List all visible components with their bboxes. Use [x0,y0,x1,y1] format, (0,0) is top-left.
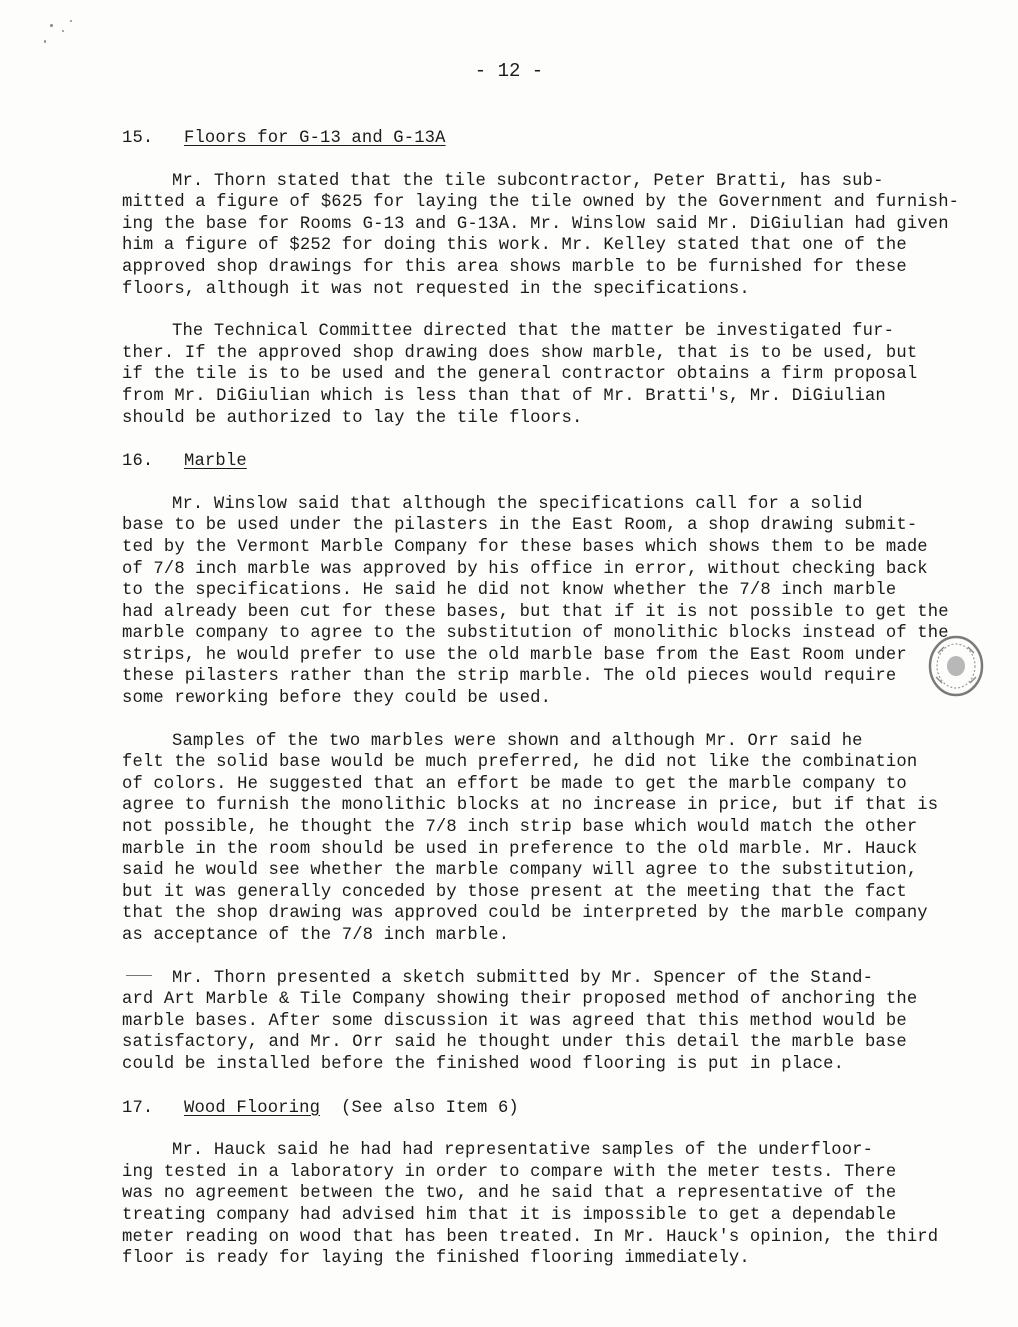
section-number: 17. [122,1098,154,1118]
section-number: 16. [122,452,154,472]
section-16 [122,451,949,1075]
paragraph [122,494,949,710]
corner-speck [50,24,53,27]
section-see-also: (See also Item 6) [340,1098,519,1118]
text-line: of 7/8 inch marble was approved by his office in error, without checking back [122,559,928,579]
text-line: Mr. Hauck said he had had representative samples of the underfloor- [172,1141,874,1161]
text-line: but it was generally conceded by those present at the meeting that the fact [122,882,907,902]
text-line: marble company to agree to the substitution of monolithic blocks instead of the [122,624,949,644]
text-line: had already been cut for these bases, but that if it is not possible to get the [122,602,949,622]
pencil-mark [126,975,152,976]
section-number: 15. [122,129,154,148]
text-line: agree to furnish the monolithic blocks at no increase in price, but if that is [122,796,939,816]
archive-seal-stamp-icon [926,633,986,699]
text-line: The Technical Committee directed that the matter be investigated fur- [172,322,895,342]
paragraph [122,321,922,429]
section-heading [122,128,922,150]
text-line: ther. If the approved shop drawing does show marble, that is to be used, but [122,343,918,363]
section-title: Marble [184,452,247,472]
text-line: ing tested in a laboratory in order to compare with the meter tests. There [122,1162,897,1182]
section-17 [122,1098,939,1270]
text-line: as acceptance of the 7/8 inch marble. [122,926,510,945]
section-heading [122,451,922,473]
text-line: ted by the Vermont Marble Company for these bases which shows them to be made [122,537,928,557]
paragraph [122,731,939,947]
text-line: these pilasters rather than the strip marble. The old pieces would require [122,667,897,687]
text-line: of colors. He suggested that an effort be made to get the marble company to [122,774,907,794]
corner-speck [70,20,72,22]
text-line: base to be used under the pilasters in the East Room, a shop drawing submit- [122,516,918,536]
text-line: if the tile is to be used and the general contractor obtains a firm proposal [122,365,918,385]
text-line: not possible, he thought the 7/8 inch strip base which would match the other [122,818,918,838]
section-15 [122,128,960,429]
text-line: said he would see whether the marble company will agree to the substitution, [122,861,918,881]
text-line: strips, he would prefer to use the old marble base from the East Room under [122,645,907,665]
section-title-suffix [320,1099,519,1118]
text-line: mitted a figure of $625 for laying the tile owned by the Government and furnish- [122,193,960,213]
text-line: was no agreement between the two, and he said that a representative of the [122,1184,897,1204]
text-line: floor is ready for laying the finished flooring immediately. [122,1249,750,1269]
section-title: Floors for G-13 and G-13A [184,129,446,148]
text-line: approved shop drawings for this area shows marble to be furnished for these [122,257,907,277]
text-line: to the specifications. He said he did not know whether the 7/8 inch marble [122,581,897,601]
text-line: satisfactory, and Mr. Orr said he thought under this detail the marble base [122,1033,907,1053]
document-body [122,128,960,1270]
text-line: from Mr. DiGiulian which is less than that of Mr. Bratti's, Mr. DiGiulian [122,386,886,406]
text-line: ing the base for Rooms G-13 and G-13A. Mr. Winslow said Mr. DiGiulian had given [122,214,949,234]
text-line: felt the solid base would be much preferred, he did not like the combination [122,753,918,773]
paragraph [122,1140,939,1270]
section-title: Wood Flooring [184,1098,321,1118]
page-number: - 12 - [474,60,544,82]
text-line: Mr. Winslow said that although the specifications call for a solid [172,494,863,514]
text-line: could be installed before the finished wood flooring is put in place. [122,1054,845,1074]
text-line: Samples of the two marbles were shown and although Mr. Orr said he [172,731,863,751]
text-line: marble in the room should be used in preference to the old marble. Mr. Hauck [122,839,918,859]
text-line: some reworking before they could be used. [122,689,552,709]
text-line: floors, although it was not requested in the specifications. [122,279,750,299]
text-line: treating company had advised him that it is impossible to get a dependable [122,1205,897,1225]
section-heading [122,1098,922,1120]
text-line: that the shop drawing was approved could be interpreted by the marble company [122,904,928,924]
text-line: marble bases. After some discussion it was agreed that this method would be [122,1011,907,1031]
text-line: him a figure of $252 for doing this work. Mr. Kelley stated that one of the [122,236,907,256]
text-line: meter reading on wood that has been treated. In Mr. Hauck's opinion, the third [122,1227,939,1247]
corner-speck [62,30,64,32]
corner-speck [44,40,46,43]
paragraph [122,968,922,1076]
text-line: ard Art Marble & Tile Company showing their proposed method of anchoring the [122,990,918,1010]
text-line: should be authorized to lay the tile floors. [122,408,583,428]
paragraph [122,171,960,301]
text-line: Mr. Thorn presented a sketch submitted by Mr. Spencer of the Stand- [172,968,874,988]
text-line: Mr. Thorn stated that the tile subcontractor, Peter Bratti, has sub- [172,171,884,191]
